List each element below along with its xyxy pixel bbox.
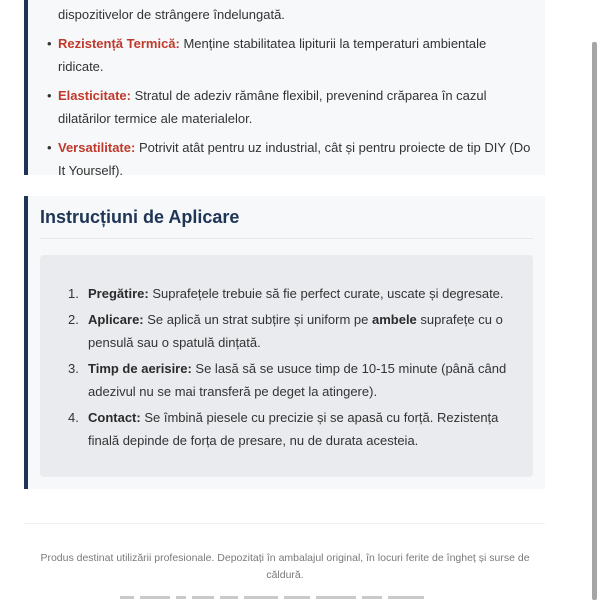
feature-text: Potrivit atât pentru uz industrial, cât și pentru proiecte de tip DIY (Do It Yourself). (58, 139, 531, 178)
footer-clipped-line (120, 596, 450, 600)
bullet-icon: • (47, 139, 52, 155)
step-item (68, 406, 517, 453)
steps-list (68, 282, 517, 455)
step-label: Pregătire: (88, 286, 149, 301)
step-text: Se aplică un strat subțire și uniform pe (143, 311, 372, 327)
step-label: Timp de aerisire: (88, 360, 192, 376)
steps-box (40, 255, 533, 477)
step-emphasis: ambele (371, 311, 417, 327)
scrollbar[interactable] (590, 0, 600, 600)
feature-label: Elasticitate: (58, 87, 131, 103)
feature-item-continued (48, 3, 531, 27)
footer-divider (24, 523, 545, 524)
step-item (68, 308, 517, 355)
step-item (68, 282, 517, 306)
section-title: Instrucțiuni de Aplicare (40, 207, 240, 227)
step-text: Se îmbină piesele cu precizie și se apasă cu forță. Rezistența finală depinde de forța de presare, nu de durata acesteia. (88, 409, 499, 448)
feature-label: Rezistență Termică: (58, 35, 180, 51)
scrollbar-thumb[interactable] (592, 42, 597, 600)
title-divider (40, 238, 533, 239)
step-item (68, 357, 517, 404)
step-number: 2. (68, 311, 79, 327)
step-number: 4. (68, 409, 79, 425)
bullet-icon: • (47, 87, 52, 103)
features-list (48, 3, 531, 188)
bullet-icon: • (47, 35, 52, 51)
step-number: 1. (68, 286, 79, 301)
feature-text: Stratul de adeziv rămâne flexibil, prevenind crăparea în cazul dilatărilor termice ale materialelor. (58, 87, 487, 126)
footer-note: Produs destinat utilizării profesionale. Depozitați în ambalajul original, în locuri ferite de îngheț și surse de căldură. (40, 552, 530, 581)
feature-item (48, 32, 531, 79)
step-text: Se lasă să se usuce timp de 10-15 minute (până când adezivul nu se mai transferă pe deget la atingere). (88, 360, 507, 399)
feature-item (48, 84, 531, 131)
step-text: suprafețe cu o pensulă sau o spatulă dințată. (88, 311, 503, 350)
step-label: Aplicare: (88, 311, 144, 327)
feature-text: Menține stabilitatea lipiturii la temperaturi ambientale ridicate. (58, 35, 487, 74)
features-section (24, 0, 545, 178)
feature-label: Versatilitate: (58, 139, 136, 155)
feature-continued-text: dispozitivelor de strângere îndelungată. (58, 7, 285, 22)
feature-item (48, 136, 531, 183)
step-label: Contact: (88, 409, 141, 425)
step-number: 3. (68, 360, 79, 376)
step-text: Suprafețele trebuie să fie perfect curate, uscate și degresate. (148, 286, 504, 301)
instructions-section (24, 196, 545, 489)
